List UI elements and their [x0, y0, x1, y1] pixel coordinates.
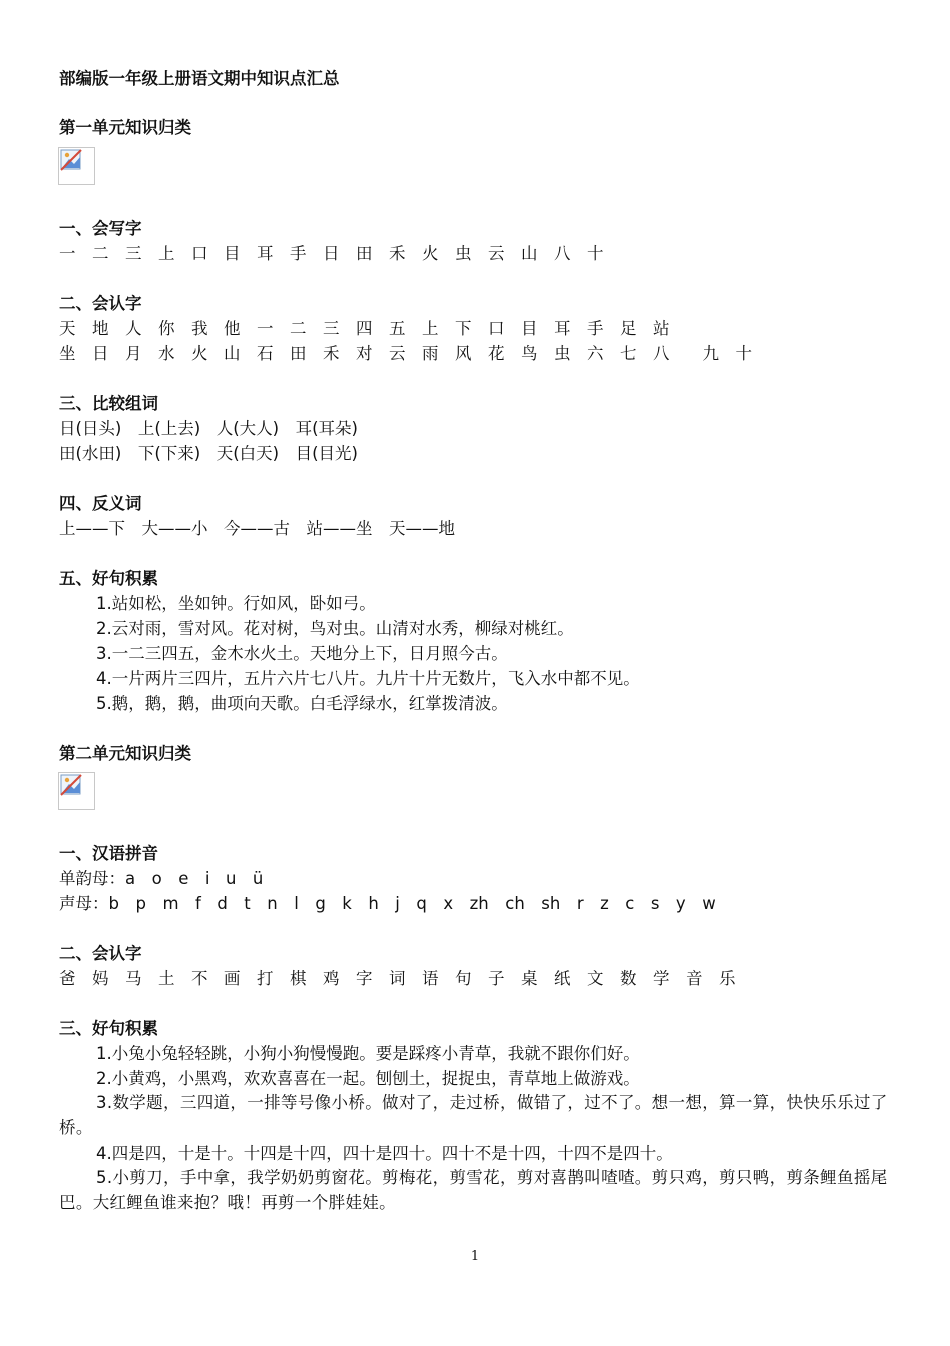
unit1-sentence-4: 4.一片两片三四片，五片六片七八片。九片十片无数片，飞入水中都不见。 — [96, 669, 640, 688]
unit1-section5-heading: 五、好句积累 — [59, 569, 158, 588]
unit1-sentence-2: 2.云对雨，雪对风。花对树，鸟对虫。山清对水秀，柳绿对桃红。 — [96, 619, 574, 638]
unit2-title: 第二单元知识归类 — [59, 744, 191, 763]
unit1-sentence-5: 5.鹅，鹅，鹅，曲项向天歌。白毛浮绿水，红掌拨清波。 — [96, 694, 508, 713]
unit2-sentence-4: 4.四是四，十是十。十四是十四，四十是四十。四十不是十四，十四不是四十。 — [96, 1144, 673, 1163]
unit1-sentence-1: 1.站如松，坐如钟。行如风，卧如弓。 — [96, 594, 376, 613]
page-number: 1 — [470, 1249, 480, 1264]
unit2-sentence-1: 1.小兔小兔轻轻跳，小狗小狗慢慢跑。要是踩疼小青草，我就不跟你们好。 — [96, 1044, 640, 1063]
unit2-initials: 声母：b p m f d t n l g k h j q x zh ch sh r z c s y w — [59, 894, 716, 913]
broken-image-icon — [58, 147, 95, 185]
unit1-sentence-3: 3.一二三四五，金木水火土。天地分上下，日月照今古。 — [96, 644, 508, 663]
unit1-word-compare-row2: 田(水田) 下(下来) 天(白天) 目(目光) — [59, 444, 358, 463]
unit2-sentence-2: 2.小黄鸡，小黑鸡，欢欢喜喜在一起。刨刨土，捉捉虫，青草地上做游戏。 — [96, 1069, 640, 1088]
document-title: 部编版一年级上册语文期中知识点汇总 — [59, 69, 340, 88]
unit2-section3-heading: 三、好句积累 — [59, 1019, 158, 1038]
unit2-reading-characters: 爸 妈 马 土 不 画 打 棋 鸡 字 词 语 句 子 桌 纸 文 数 学 音 乐 — [59, 969, 736, 988]
unit1-word-compare-row1: 日(日头) 上(上去) 人(大人) 耳(耳朵) — [59, 419, 358, 438]
unit1-writing-characters: 一 二 三 上 口 目 耳 手 日 田 禾 火 虫 云 山 八 十 — [59, 244, 604, 263]
unit1-antonyms: 上——下 大——小 今——古 站——坐 天——地 — [59, 519, 455, 538]
unit2-sentence-3: 3.数学题，三四道，一排等号像小桥。做对了，走过桥，做错了，过不了。想一想，算一算，快快乐乐过了桥。 — [59, 1093, 888, 1137]
unit1-section1-heading: 一、会写字 — [59, 219, 142, 238]
unit1-section3-heading: 三、比较组词 — [59, 394, 158, 413]
unit1-section4-heading: 四、反义词 — [59, 494, 142, 513]
unit1-title: 第一单元知识归类 — [59, 118, 191, 137]
unit2-single-finals: 单韵母：a o e i u ü — [59, 869, 264, 888]
unit2-section2-heading: 二、会认字 — [59, 944, 142, 963]
unit2-section1-heading: 一、汉语拼音 — [59, 844, 158, 863]
unit1-reading-characters-row1: 天 地 人 你 我 他 一 二 三 四 五 上 下 口 目 耳 手 足 站 — [59, 319, 670, 338]
unit1-section2-heading: 二、会认字 — [59, 294, 142, 313]
unit2-sentence-5: 5.小剪刀，手中拿，我学奶奶剪窗花。剪梅花，剪雪花，剪对喜鹊叫喳喳。剪只鸡，剪只鸭，剪条鲤鱼摇尾巴。大红鲤鱼谁来抱？哦！再剪一个胖娃娃。 — [59, 1168, 888, 1212]
unit1-reading-characters-row2: 坐 日 月 水 火 山 石 田 禾 对 云 雨 风 花 鸟 虫 六 七 八 九 十 — [59, 344, 752, 363]
broken-image-icon — [58, 772, 95, 810]
